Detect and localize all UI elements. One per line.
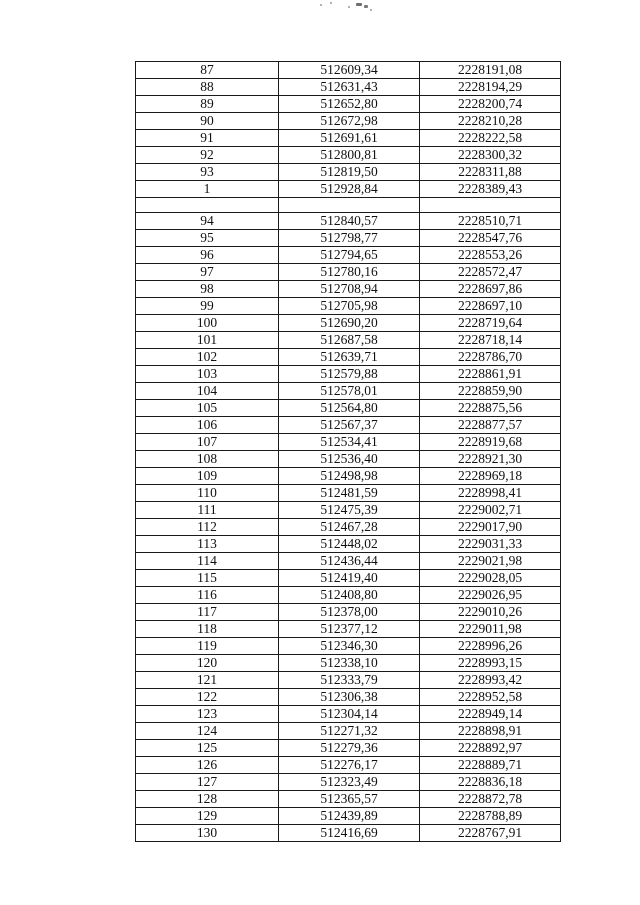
x-coordinate-cell: 512536,40 — [279, 451, 420, 468]
table-row — [136, 638, 561, 655]
point-number-cell: 87 — [136, 62, 279, 79]
point-number-cell: 110 — [136, 485, 279, 502]
y-coordinate-cell: 2228998,41 — [420, 485, 561, 502]
table-row — [136, 147, 561, 164]
point-number-cell: 90 — [136, 113, 279, 130]
x-coordinate-cell: 512276,17 — [279, 757, 420, 774]
x-coordinate-cell: 512346,30 — [279, 638, 420, 655]
x-coordinate-cell: 512419,40 — [279, 570, 420, 587]
y-coordinate-cell: 2228389,43 — [420, 181, 561, 198]
x-coordinate-cell: 512672,98 — [279, 113, 420, 130]
point-number-cell: 128 — [136, 791, 279, 808]
table-row — [136, 79, 561, 96]
point-number-cell: 92 — [136, 147, 279, 164]
y-coordinate-cell: 2228861,91 — [420, 366, 561, 383]
table-row — [136, 230, 561, 247]
point-number-cell: 105 — [136, 400, 279, 417]
coordinates-table — [135, 61, 561, 842]
x-coordinate-cell: 512567,37 — [279, 417, 420, 434]
y-coordinate-cell: 2228993,15 — [420, 655, 561, 672]
y-coordinate-cell: 2228222,58 — [420, 130, 561, 147]
x-coordinate-cell: 512780,16 — [279, 264, 420, 281]
table-row — [136, 113, 561, 130]
y-coordinate-cell: 2228889,71 — [420, 757, 561, 774]
x-coordinate-cell: 512794,65 — [279, 247, 420, 264]
table-row — [136, 536, 561, 553]
table-row — [136, 332, 561, 349]
table-row — [136, 519, 561, 536]
table-row — [136, 62, 561, 79]
table-row — [136, 468, 561, 485]
point-number-cell: 123 — [136, 706, 279, 723]
x-coordinate-cell: 512578,01 — [279, 383, 420, 400]
y-coordinate-cell: 2228949,14 — [420, 706, 561, 723]
x-coordinate-cell: 512631,43 — [279, 79, 420, 96]
table-row — [136, 400, 561, 417]
table-gap — [136, 198, 561, 213]
point-number-cell: 125 — [136, 740, 279, 757]
x-coordinate-cell: 512534,41 — [279, 434, 420, 451]
y-coordinate-cell: 2229017,90 — [420, 519, 561, 536]
x-coordinate-cell: 512690,20 — [279, 315, 420, 332]
y-coordinate-cell: 2228952,58 — [420, 689, 561, 706]
point-number-cell: 111 — [136, 502, 279, 519]
point-number-cell: 1 — [136, 181, 279, 198]
point-number-cell: 96 — [136, 247, 279, 264]
table-row — [136, 264, 561, 281]
scan-artifact — [318, 0, 378, 12]
point-number-cell: 100 — [136, 315, 279, 332]
table-row — [136, 587, 561, 604]
table-row — [136, 451, 561, 468]
y-coordinate-cell: 2228300,32 — [420, 147, 561, 164]
table-row — [136, 604, 561, 621]
point-number-cell: 93 — [136, 164, 279, 181]
y-coordinate-cell: 2228718,14 — [420, 332, 561, 349]
table-row — [136, 349, 561, 366]
x-coordinate-cell: 512271,32 — [279, 723, 420, 740]
y-coordinate-cell: 2229010,26 — [420, 604, 561, 621]
blank-cell — [136, 198, 279, 213]
point-number-cell: 109 — [136, 468, 279, 485]
x-coordinate-cell: 512481,59 — [279, 485, 420, 502]
point-number-cell: 104 — [136, 383, 279, 400]
table-row — [136, 417, 561, 434]
table-row — [136, 553, 561, 570]
y-coordinate-cell: 2228697,86 — [420, 281, 561, 298]
y-coordinate-cell: 2228697,10 — [420, 298, 561, 315]
x-coordinate-cell: 512436,44 — [279, 553, 420, 570]
y-coordinate-cell: 2228719,64 — [420, 315, 561, 332]
point-number-cell: 117 — [136, 604, 279, 621]
x-coordinate-cell: 512691,61 — [279, 130, 420, 147]
point-number-cell: 91 — [136, 130, 279, 147]
y-coordinate-cell: 2228996,26 — [420, 638, 561, 655]
x-coordinate-cell: 512840,57 — [279, 213, 420, 230]
table-row — [136, 247, 561, 264]
point-number-cell: 120 — [136, 655, 279, 672]
point-number-cell: 108 — [136, 451, 279, 468]
blank-cell — [420, 198, 561, 213]
x-coordinate-cell: 512378,00 — [279, 604, 420, 621]
table-row — [136, 298, 561, 315]
point-number-cell: 119 — [136, 638, 279, 655]
table-row — [136, 130, 561, 147]
x-coordinate-cell: 512304,14 — [279, 706, 420, 723]
y-coordinate-cell: 2228898,91 — [420, 723, 561, 740]
table-row — [136, 96, 561, 113]
table-row — [136, 434, 561, 451]
x-coordinate-cell: 512448,02 — [279, 536, 420, 553]
point-number-cell: 95 — [136, 230, 279, 247]
x-coordinate-cell: 512467,28 — [279, 519, 420, 536]
x-coordinate-cell: 512475,39 — [279, 502, 420, 519]
table-row — [136, 366, 561, 383]
point-number-cell: 112 — [136, 519, 279, 536]
y-coordinate-cell: 2228311,88 — [420, 164, 561, 181]
y-coordinate-cell: 2228872,78 — [420, 791, 561, 808]
point-number-cell: 126 — [136, 757, 279, 774]
point-number-cell: 94 — [136, 213, 279, 230]
y-coordinate-cell: 2228210,28 — [420, 113, 561, 130]
y-coordinate-cell: 2228547,76 — [420, 230, 561, 247]
blank-cell — [279, 198, 420, 213]
table-row — [136, 825, 561, 842]
y-coordinate-cell: 2229002,71 — [420, 502, 561, 519]
x-coordinate-cell: 512652,80 — [279, 96, 420, 113]
x-coordinate-cell: 512800,81 — [279, 147, 420, 164]
point-number-cell: 98 — [136, 281, 279, 298]
table-body-after-gap — [136, 213, 561, 842]
x-coordinate-cell: 512377,12 — [279, 621, 420, 638]
y-coordinate-cell: 2228921,30 — [420, 451, 561, 468]
point-number-cell: 103 — [136, 366, 279, 383]
y-coordinate-cell: 2228786,70 — [420, 349, 561, 366]
x-coordinate-cell: 512564,80 — [279, 400, 420, 417]
y-coordinate-cell: 2229031,33 — [420, 536, 561, 553]
y-coordinate-cell: 2228200,74 — [420, 96, 561, 113]
y-coordinate-cell: 2228859,90 — [420, 383, 561, 400]
table-row — [136, 689, 561, 706]
y-coordinate-cell: 2228191,08 — [420, 62, 561, 79]
table-row — [136, 757, 561, 774]
point-number-cell: 115 — [136, 570, 279, 587]
y-coordinate-cell: 2228572,47 — [420, 264, 561, 281]
point-number-cell: 127 — [136, 774, 279, 791]
y-coordinate-cell: 2228892,97 — [420, 740, 561, 757]
y-coordinate-cell: 2228836,18 — [420, 774, 561, 791]
y-coordinate-cell: 2228877,57 — [420, 417, 561, 434]
table-row — [136, 808, 561, 825]
table-row — [136, 740, 561, 757]
x-coordinate-cell: 512306,38 — [279, 689, 420, 706]
point-number-cell: 122 — [136, 689, 279, 706]
point-number-cell: 114 — [136, 553, 279, 570]
x-coordinate-cell: 512579,88 — [279, 366, 420, 383]
x-coordinate-cell: 512408,80 — [279, 587, 420, 604]
y-coordinate-cell: 2228510,71 — [420, 213, 561, 230]
y-coordinate-cell: 2228194,29 — [420, 79, 561, 96]
x-coordinate-cell: 512365,57 — [279, 791, 420, 808]
y-coordinate-cell: 2229026,95 — [420, 587, 561, 604]
point-number-cell: 102 — [136, 349, 279, 366]
y-coordinate-cell: 2228767,91 — [420, 825, 561, 842]
table-row — [136, 672, 561, 689]
x-coordinate-cell: 512609,34 — [279, 62, 420, 79]
x-coordinate-cell: 512279,36 — [279, 740, 420, 757]
table-row — [136, 213, 561, 230]
blank-row — [136, 198, 561, 213]
table-row — [136, 723, 561, 740]
y-coordinate-cell: 2228993,42 — [420, 672, 561, 689]
x-coordinate-cell: 512439,89 — [279, 808, 420, 825]
y-coordinate-cell: 2229028,05 — [420, 570, 561, 587]
table-row — [136, 774, 561, 791]
table-row — [136, 164, 561, 181]
point-number-cell: 121 — [136, 672, 279, 689]
point-number-cell: 99 — [136, 298, 279, 315]
x-coordinate-cell: 512416,69 — [279, 825, 420, 842]
table-row — [136, 655, 561, 672]
point-number-cell: 97 — [136, 264, 279, 281]
table-row — [136, 621, 561, 638]
point-number-cell: 116 — [136, 587, 279, 604]
point-number-cell: 89 — [136, 96, 279, 113]
x-coordinate-cell: 512639,71 — [279, 349, 420, 366]
x-coordinate-cell: 512819,50 — [279, 164, 420, 181]
point-number-cell: 101 — [136, 332, 279, 349]
table-row — [136, 281, 561, 298]
y-coordinate-cell: 2228919,68 — [420, 434, 561, 451]
point-number-cell: 130 — [136, 825, 279, 842]
point-number-cell: 118 — [136, 621, 279, 638]
x-coordinate-cell: 512708,94 — [279, 281, 420, 298]
point-number-cell: 88 — [136, 79, 279, 96]
table-row — [136, 570, 561, 587]
y-coordinate-cell: 2228788,89 — [420, 808, 561, 825]
table-row — [136, 383, 561, 400]
table-row — [136, 181, 561, 198]
x-coordinate-cell: 512705,98 — [279, 298, 420, 315]
table-row — [136, 791, 561, 808]
y-coordinate-cell: 2228875,56 — [420, 400, 561, 417]
y-coordinate-cell: 2228969,18 — [420, 468, 561, 485]
y-coordinate-cell: 2229011,98 — [420, 621, 561, 638]
x-coordinate-cell: 512323,49 — [279, 774, 420, 791]
table-body-before-gap — [136, 62, 561, 198]
point-number-cell: 107 — [136, 434, 279, 451]
x-coordinate-cell: 512498,98 — [279, 468, 420, 485]
x-coordinate-cell: 512338,10 — [279, 655, 420, 672]
point-number-cell: 124 — [136, 723, 279, 740]
x-coordinate-cell: 512687,58 — [279, 332, 420, 349]
point-number-cell: 129 — [136, 808, 279, 825]
point-number-cell: 113 — [136, 536, 279, 553]
table-row — [136, 485, 561, 502]
table-row — [136, 315, 561, 332]
table-row — [136, 706, 561, 723]
point-number-cell: 106 — [136, 417, 279, 434]
x-coordinate-cell: 512798,77 — [279, 230, 420, 247]
x-coordinate-cell: 512928,84 — [279, 181, 420, 198]
y-coordinate-cell: 2228553,26 — [420, 247, 561, 264]
x-coordinate-cell: 512333,79 — [279, 672, 420, 689]
y-coordinate-cell: 2229021,98 — [420, 553, 561, 570]
table-row — [136, 502, 561, 519]
